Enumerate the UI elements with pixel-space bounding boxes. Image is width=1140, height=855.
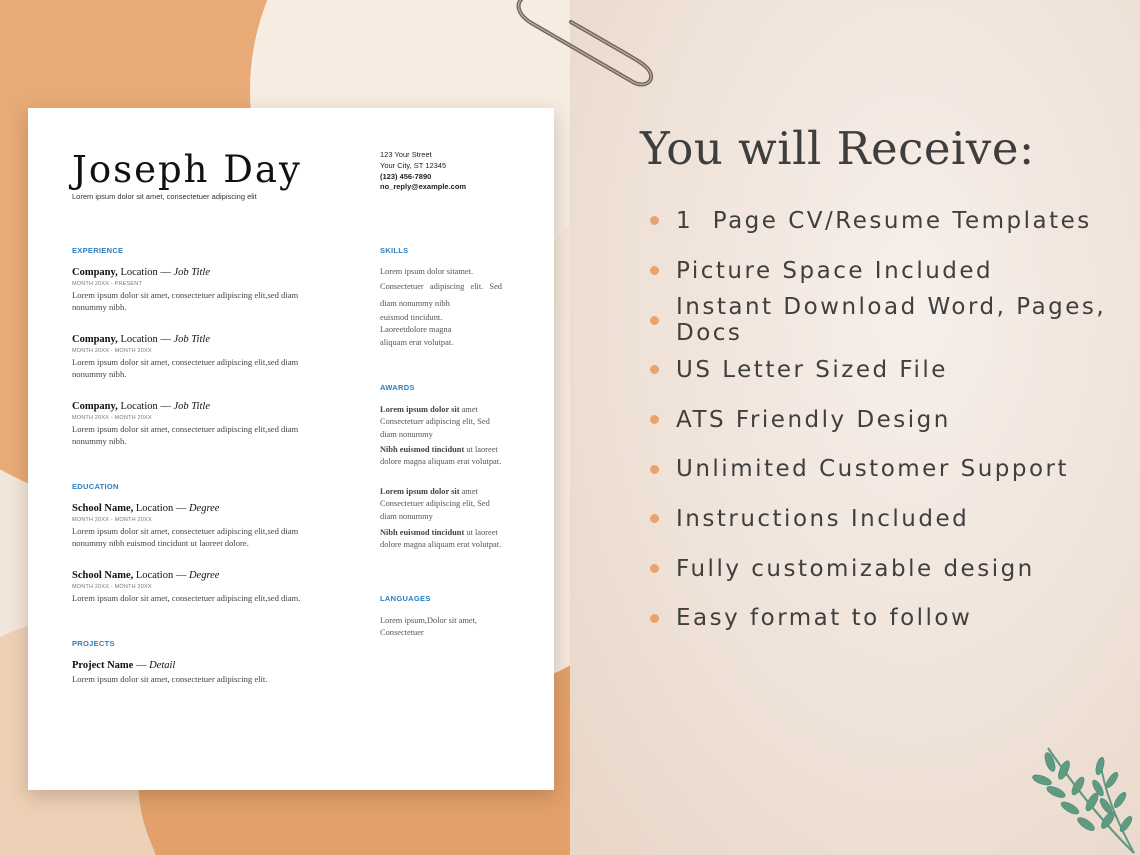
feature-text: US Letter Sized File — [676, 356, 948, 383]
company-name: Company, — [72, 267, 118, 278]
award-title: Lorem ipsum dolor sit — [380, 487, 460, 496]
job-title: Job Title — [173, 334, 210, 345]
degree: Degree — [188, 570, 220, 581]
date-range: MONTH 20XX - MONTH 20XX — [72, 517, 152, 523]
feature-item — [650, 345, 1140, 395]
feature-text: Picture Space Included — [676, 257, 994, 284]
resume-name: Joseph Day — [72, 148, 302, 191]
contact-email: no_reply@example.com — [380, 182, 467, 192]
bullet-dot-icon — [650, 415, 659, 424]
description: Lorem ipsum dolor sit amet, consectetuer adipiscing elit,sed diam nonummy nibh euismod tincidunt ut laoreet dolore. — [72, 526, 299, 548]
separator: — — [133, 660, 150, 671]
bullet-dot-icon — [650, 365, 659, 374]
skills-line: euismod tincidunt. — [380, 313, 443, 323]
experience-entry — [72, 267, 332, 313]
skills-line: Consectetuer adipiscing elit. Sed diam nonummy nibh — [380, 282, 502, 308]
bullet-dot-icon — [650, 266, 659, 275]
experience-entry — [72, 334, 332, 380]
feature-text: Instructions Included — [676, 505, 970, 532]
date-range: MONTH 20XX - MONTH 20XX — [72, 584, 152, 590]
languages-text: Lorem ipsum,Dolor sit amet, Consectetuer — [380, 616, 477, 638]
feature-item — [650, 295, 1140, 345]
feature-item — [650, 544, 1140, 594]
project-detail: Detail — [149, 660, 176, 671]
skills-line: Lorem ipsum dolor sitamet. — [380, 267, 474, 276]
contact-city: Your City, ST 12345 — [380, 160, 447, 170]
education-heading: EDUCATION — [72, 482, 119, 491]
award-text: amet Consectetuer adipiscing elit, Sed diam nonummy — [380, 487, 490, 521]
contact-block — [380, 150, 466, 193]
feature-item — [650, 444, 1140, 494]
description: Lorem ipsum dolor sit amet, consectetuer adipiscing elit,sed diam nonummy nibh. — [72, 424, 299, 446]
feature-text: Fully customizable design — [676, 555, 1035, 582]
degree: Degree — [188, 503, 220, 514]
job-title: Job Title — [173, 267, 210, 278]
bullet-dot-icon — [650, 564, 659, 573]
feature-item — [650, 196, 1140, 246]
skills-line: aliquam erat volutpat. — [380, 337, 454, 347]
paperclip-icon — [505, 0, 665, 100]
job-title: Job Title — [173, 401, 210, 412]
award-title: Nibh euismod tincidunt — [380, 528, 465, 537]
feature-text: 1 Page CV/Resume Templates — [676, 207, 1092, 234]
experience-heading: EXPERIENCE — [72, 246, 124, 255]
location: Location — — [117, 267, 174, 278]
location: Location — — [117, 401, 174, 412]
award-text: amet Consectetuer adipiscing elit, Sed diam nonummy — [380, 405, 490, 439]
feature-list — [650, 196, 1140, 643]
date-range: MONTH 20XX - MONTH 20XX — [72, 415, 152, 421]
contact-phone: (123) 456-7890 — [380, 171, 432, 181]
description: Lorem ipsum dolor sit amet, consectetuer adipiscing elit,sed diam nonummy nibh. — [72, 290, 299, 312]
resume-page — [28, 108, 554, 790]
award-item — [380, 486, 502, 523]
feature-item — [650, 395, 1140, 445]
project-entry — [72, 660, 332, 685]
date-range: MONTH 20XX - MONTH 20XX — [72, 348, 152, 354]
skills-text — [380, 266, 502, 349]
feature-item — [650, 494, 1140, 544]
date-range: MONTH 20XX - PRESENT — [72, 281, 143, 287]
resume-tagline: Lorem ipsum dolor sit amet, consectetuer adipiscing elit — [72, 192, 257, 201]
school-name: School Name, — [72, 503, 134, 514]
experience-entry — [72, 401, 332, 447]
feature-text: ATS Friendly Design — [676, 406, 951, 433]
promo-headline: You will Receive: — [640, 122, 1035, 175]
award-text: ut laoreet dolore magna aliquam erat volutpat. — [380, 445, 502, 467]
description: Lorem ipsum dolor sit amet, consectetuer adipiscing elit,sed diam nonummy nibh. — [72, 357, 299, 379]
award-item — [380, 527, 502, 552]
leaf-branch-icon — [1030, 740, 1140, 855]
education-entry — [72, 503, 332, 549]
location: Location — — [133, 570, 189, 581]
feature-text: Unlimited Customer Support — [676, 456, 1070, 483]
awards-heading: AWARDS — [380, 383, 415, 392]
skills-heading: SKILLS — [380, 246, 409, 255]
bullet-dot-icon — [650, 465, 659, 474]
project-name: Project Name — [72, 660, 134, 671]
feature-item — [650, 594, 1140, 644]
award-title: Lorem ipsum dolor sit — [380, 405, 460, 414]
feature-item — [650, 246, 1140, 296]
location: Location — — [133, 503, 189, 514]
description: Lorem ipsum dolor sit amet, consectetuer adipiscing elit. — [72, 674, 268, 684]
school-name: School Name, — [72, 570, 134, 581]
award-title: Nibh euismod tincidunt — [380, 445, 465, 454]
languages-heading: LANGUAGES — [380, 594, 431, 603]
bullet-dot-icon — [650, 316, 659, 325]
projects-heading: PROJECTS — [72, 639, 115, 648]
contact-street: 123 Your Street — [380, 150, 432, 159]
award-item — [380, 444, 502, 469]
bullet-dot-icon — [650, 614, 659, 623]
bullet-dot-icon — [650, 514, 659, 523]
company-name: Company, — [72, 401, 118, 412]
feature-text: Instant Download Word, Pages, Docs — [676, 294, 1107, 347]
description: Lorem ipsum dolor sit amet, consectetuer adipiscing elit,sed diam. — [72, 593, 301, 603]
feature-text: Easy format to follow — [676, 605, 973, 632]
award-item — [380, 404, 502, 441]
location: Location — — [117, 334, 174, 345]
education-entry — [72, 570, 332, 604]
skills-line: Laoreetdolore magna — [380, 325, 452, 335]
bullet-dot-icon — [650, 216, 659, 225]
award-text: ut laoreet dolore magna aliquam erat volutpat. — [380, 528, 502, 550]
company-name: Company, — [72, 334, 118, 345]
